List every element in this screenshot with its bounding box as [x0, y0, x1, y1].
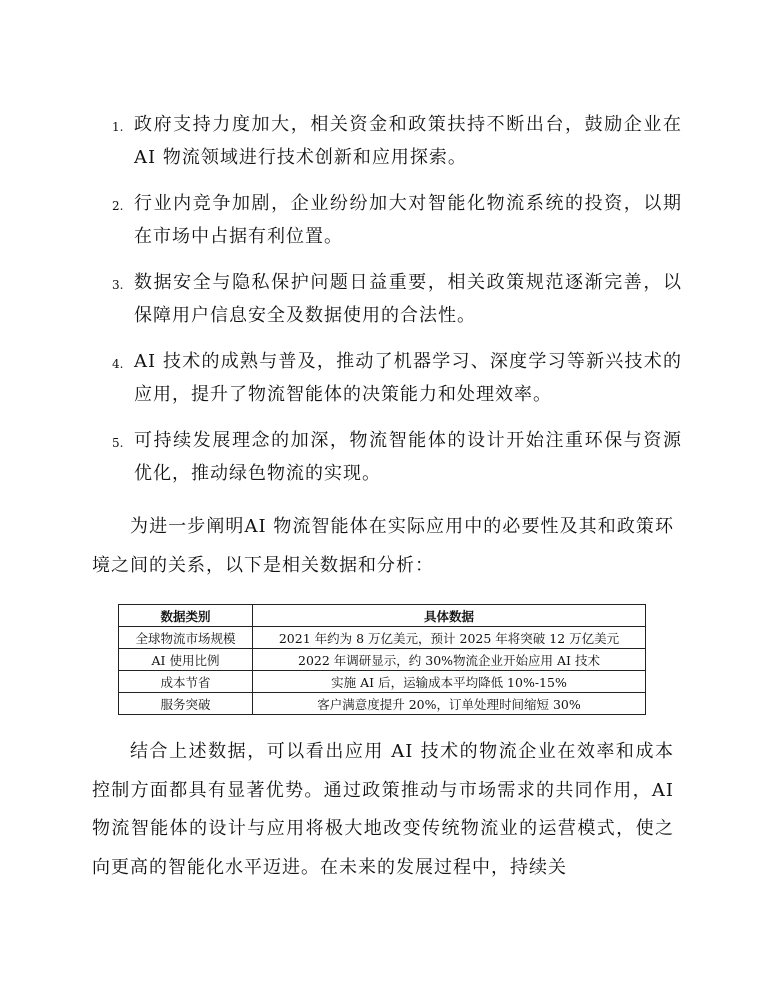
table-row: [119, 627, 646, 649]
table-row: [119, 649, 646, 671]
table-row: [119, 671, 646, 693]
table-cell: 2021 年约为 8 万亿美元，预计 2025 年将突破 12 万亿美元: [253, 627, 646, 649]
table-cell: 服务突破: [119, 693, 253, 715]
list-item: [0, 345, 765, 411]
list-number: 5.: [112, 436, 124, 450]
header-cell-category: 数据类别: [119, 605, 253, 627]
list-number: 4.: [112, 357, 124, 371]
list-item-text: 行业内竞争加剧，企业纷纷加大对智能化物流系统的投资，以期在市场中占据有利位置。: [134, 193, 682, 247]
list-item: [0, 266, 765, 332]
table-cell: 客户满意度提升 20%，订单处理时间缩短 30%: [253, 693, 646, 715]
table-cell: AI 使用比例: [119, 649, 253, 671]
list-item: [0, 424, 765, 490]
list-number: 3.: [112, 278, 124, 292]
table-header-row: [119, 605, 646, 627]
list-item: [0, 187, 765, 253]
intro-paragraph: 为进一步阐明AI 物流智能体在实际应用中的必要性及其和政策环境之间的关系，以下是相关数据和分析：: [92, 516, 675, 576]
numbered-list: [0, 108, 765, 503]
conclusion-paragraph: 结合上述数据，可以看出应用 AI 技术的物流企业在效率和成本控制方面都具有显著优势。通过政策推动与市场需求的共同作用，AI 物流智能体的设计与应用将极大地改变传统物流业的运营模式，使之向更高的智能化水平迈进。在未来的发展过程中，持续关: [92, 741, 674, 878]
list-number: 2.: [112, 199, 124, 213]
list-item-text: AI 技术的成熟与普及，推动了机器学习、深度学习等新兴技术的应用，提升了物流智能体的决策能力和处理效率。: [134, 351, 682, 405]
table-cell: 全球物流市场规模: [119, 627, 253, 649]
data-table: [118, 604, 646, 715]
list-number: 1.: [112, 120, 124, 134]
table-cell: 实施 AI 后，运输成本平均降低 10%-15%: [253, 671, 646, 693]
header-cell-data: 具体数据: [253, 605, 646, 627]
list-item-text: 数据安全与隐私保护问题日益重要，相关政策规范逐渐完善，以保障用户信息安全及数据使用的合法性。: [134, 272, 682, 326]
list-item-text: 政府支持力度加大，相关资金和政策扶持不断出台，鼓励企业在 AI 物流领域进行技术创新和应用探索。: [134, 114, 682, 168]
list-item: [0, 108, 765, 174]
table-cell: 成本节省: [119, 671, 253, 693]
list-item-text: 可持续发展理念的加深，物流智能体的设计开始注重环保与资源优化，推动绿色物流的实现。: [134, 430, 682, 484]
table-row: [119, 693, 646, 715]
table-cell: 2022 年调研显示，约 30%物流企业开始应用 AI 技术: [253, 649, 646, 671]
